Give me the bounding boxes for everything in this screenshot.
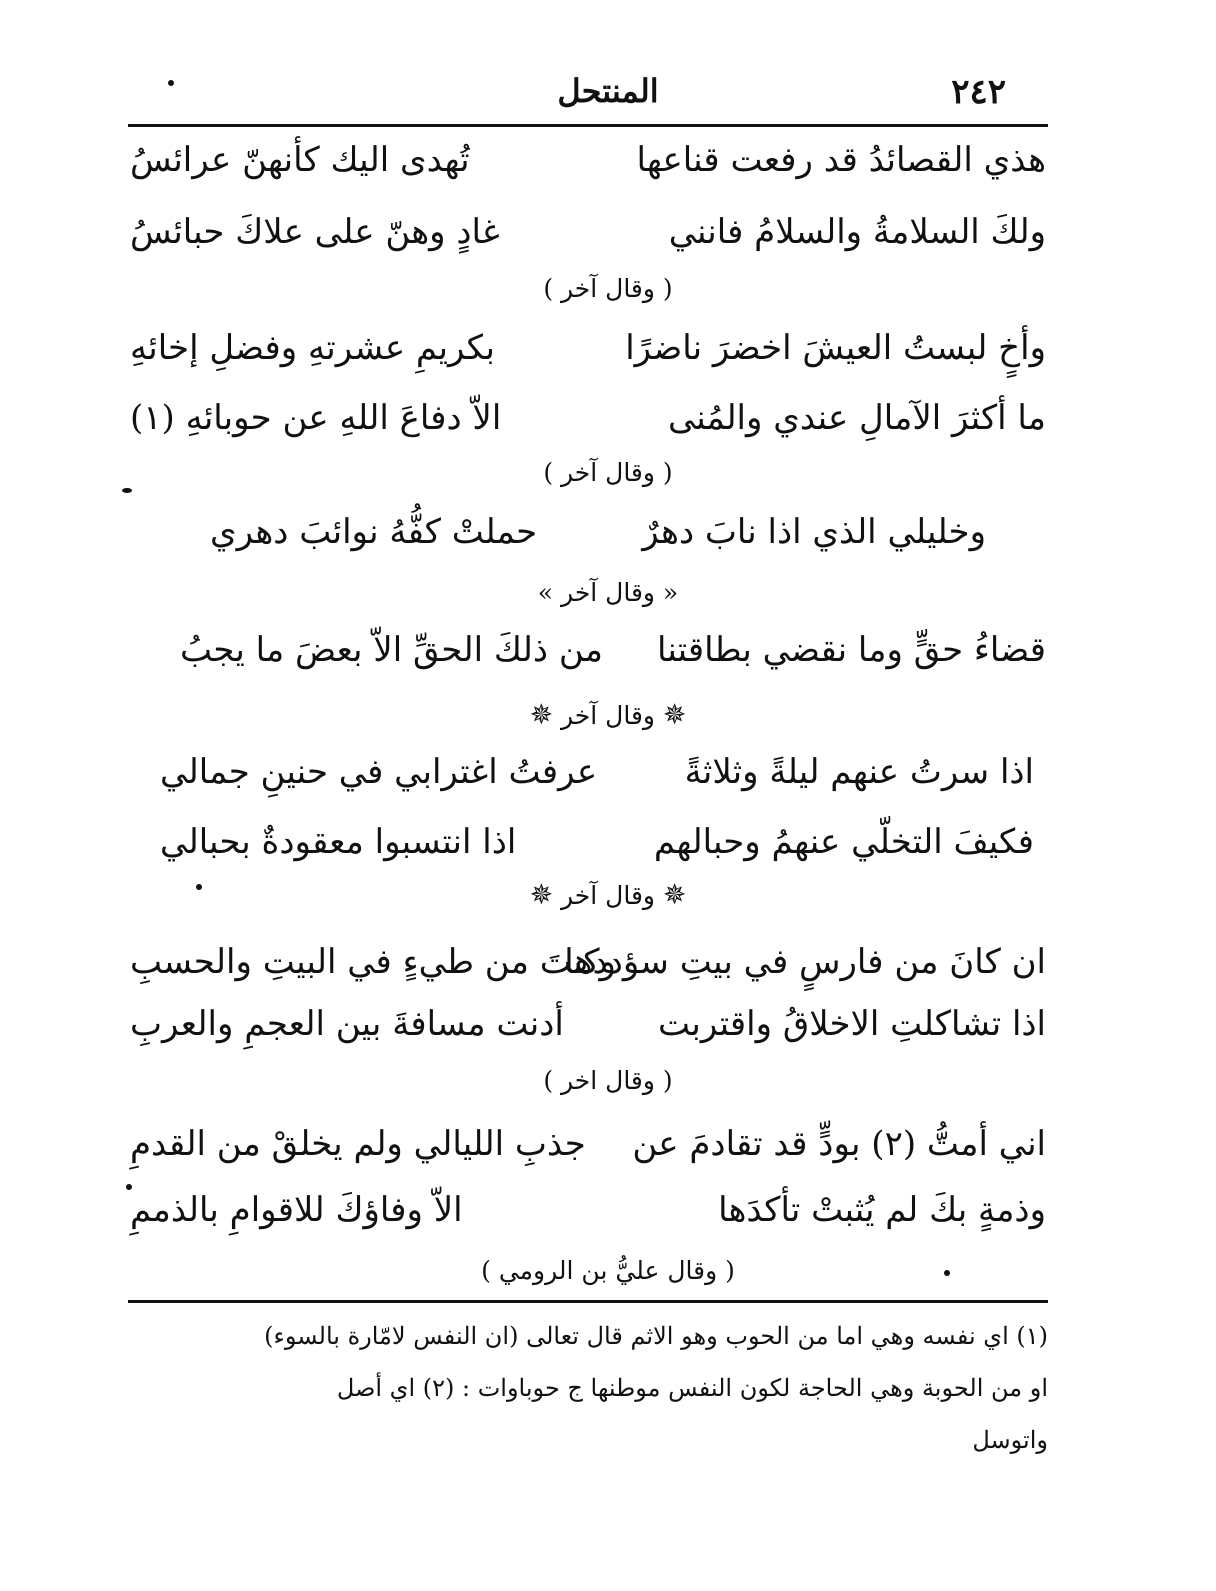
footnote-rule <box>128 1300 1048 1303</box>
verse-second-hemistich: أدنت مسافةَ بين العجمِ والعربِ <box>130 1004 564 1044</box>
section-heading: ( وقال آخر ) <box>543 274 673 303</box>
section-heading: ( وقال عليُّ بن الرومي ) <box>481 1256 735 1285</box>
section-heading: ( وقال اخر ) <box>543 1066 673 1095</box>
section-heading: « وقال آخر » <box>537 578 679 607</box>
ink-speck <box>122 488 132 493</box>
verse-line <box>130 212 1046 260</box>
footnote-line: (١) اي نفسه وهي اما من الحوب وهو الاثم قال تعالى (ان النفس لامّارة بالسوء) <box>264 1322 1048 1350</box>
ornament-icon: ✵ <box>529 698 554 731</box>
verse-second-hemistich: بكريمِ عشرتهِ وفضلِ إخائهِ <box>130 328 496 368</box>
verse-second-hemistich: الاّ وفاؤكَ للاقوامِ بالذممِ <box>130 1190 463 1230</box>
heading-text: وقال آخر <box>561 881 655 910</box>
ornament-icon: ✵ <box>662 878 687 911</box>
verse-line <box>130 942 1046 990</box>
verse-line <box>130 1124 1046 1172</box>
verse-second-hemistich: تُهدى اليك كأنهنّ عرائسُ <box>130 140 470 180</box>
verse-first-hemistich: هذي القصائدُ قد رفعت قناعها <box>636 140 1046 180</box>
verse-first-hemistich: وأخٍ لبستُ العيشَ اخضرَ ناضرًا <box>625 328 1046 368</box>
ink-speck <box>126 1184 132 1190</box>
ornament-icon: ✵ <box>529 878 554 911</box>
verse-first-hemistich: وخليلي الذي اذا نابَ دهرٌ <box>642 512 986 552</box>
verse-second-hemistich: من ذلكَ الحقِّ الاّ بعضَ ما يجبُ <box>180 630 603 670</box>
running-title: المنتحل <box>557 72 659 110</box>
ink-speck <box>944 1270 950 1276</box>
verse-second-hemistich: حملتْ كفُّهُ نوائبَ دهري <box>210 512 538 552</box>
section-heading-ornamented <box>0 698 1216 731</box>
verse-second-hemistich: جذبِ الليالي ولم يخلقْ من القدمِ <box>130 1124 586 1164</box>
footnote-line: واتوسل <box>972 1426 1048 1454</box>
verse-first-hemistich: اذا سرتُ عنهم ليلةً وثلاثةً <box>684 752 1034 792</box>
verse-line <box>130 1190 1046 1238</box>
verse-line <box>130 1004 1046 1052</box>
verse-line <box>130 512 1046 560</box>
heading-text: وقال آخر <box>561 701 655 730</box>
verse-first-hemistich: قضاءُ حقٍّ وما نقضي بطاقتنا <box>656 630 1046 670</box>
page-number: ٢٤٢ <box>951 72 1006 112</box>
header-rule <box>128 124 1048 127</box>
verse-second-hemistich: غادٍ وهنّ على علاكَ حبائسُ <box>130 212 500 252</box>
verse-second-hemistich: الاّ دفاعَ اللهِ عن حوبائهِ (١) <box>130 398 502 438</box>
verse-line <box>130 630 1046 678</box>
verse-first-hemistich: ما أكثرَ الآمالِ عندي والمُنى <box>667 398 1046 438</box>
verse-first-hemistich: فكيفَ التخلّي عنهمُ وحبالهم <box>653 822 1034 862</box>
verse-line <box>130 328 1046 376</box>
verse-second-hemistich: عرفتُ اغترابي في حنينِ جمالي <box>160 752 598 792</box>
verse-first-hemistich: وذمةٍ بكَ لم يُثبتْ تأكدَها <box>718 1190 1046 1230</box>
ink-speck <box>168 80 174 86</box>
verse-second-hemistich: اذا انتسبوا معقودةٌ بحبالي <box>160 822 517 862</box>
verse-second-hemistich: وكنتَ من طيءٍ في البيتِ والحسبِ <box>130 942 616 982</box>
verse-line <box>130 398 1046 446</box>
footnote-line: او من الحوبة وهي الحاجة لكون النفس موطنها ج حوباوات : (٢) اي أصل <box>336 1374 1048 1402</box>
section-heading: ( وقال آخر ) <box>543 458 673 487</box>
section-heading-ornamented <box>0 878 1216 911</box>
verse-line <box>130 140 1046 188</box>
verse-first-hemistich: ولكَ السلامةُ والسلامُ فانني <box>668 212 1046 252</box>
verse-first-hemistich: اذا تشاكلتِ الاخلاقُ واقتربت <box>658 1004 1046 1044</box>
verse-line <box>130 752 1046 800</box>
ornament-icon: ✵ <box>662 698 687 731</box>
verse-first-hemistich: ان كانَ من فارسٍ في بيتِ سؤددها <box>564 942 1046 982</box>
verse-first-hemistich: اني أمتُّ (٢) بودٍّ قد تقادمَ عن <box>632 1124 1046 1164</box>
verse-line <box>130 822 1046 870</box>
